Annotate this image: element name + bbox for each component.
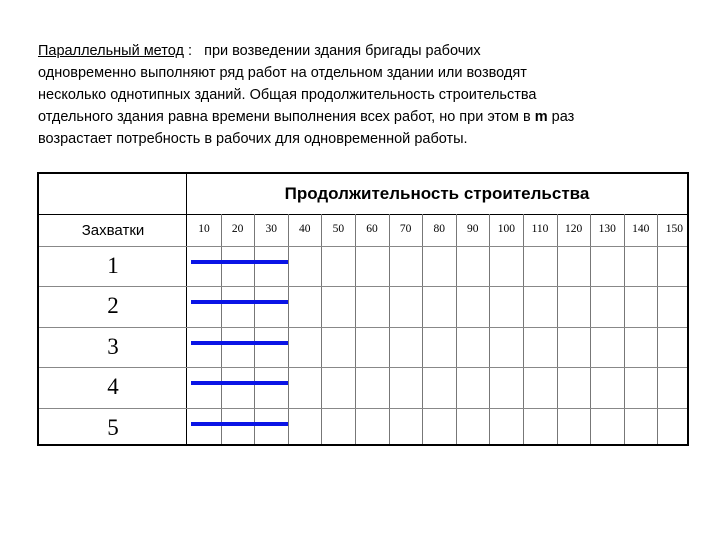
row-header-label: Захватки bbox=[81, 221, 145, 239]
intro-line-3: несколько однотипных зданий. Общая продолжительность строительства bbox=[38, 87, 537, 103]
schedule-bar bbox=[191, 381, 288, 385]
grid-column-line bbox=[288, 214, 289, 444]
intro-line-4-b: раз bbox=[547, 109, 575, 125]
heading-colon: : bbox=[183, 43, 192, 59]
grid-column-line bbox=[557, 214, 558, 444]
tick-label: 110 bbox=[531, 223, 549, 235]
tick-label: 50 bbox=[332, 223, 345, 235]
row-label: 2 bbox=[107, 293, 119, 319]
tick-label: 70 bbox=[399, 223, 412, 235]
tick-label: 20 bbox=[231, 223, 244, 235]
intro-line-2: одновременно выполняют ряд работ на отдельном здании или возводят bbox=[38, 65, 527, 81]
m-variable: m bbox=[534, 109, 548, 125]
row-label: 5 bbox=[107, 414, 119, 440]
intro-line-5: возрастает потребность в рабочих для одновременной работы. bbox=[38, 131, 468, 147]
row-label: 3 bbox=[107, 333, 119, 359]
tick-label: 80 bbox=[433, 223, 445, 235]
grid-column-line bbox=[321, 214, 322, 444]
grid-column-line bbox=[523, 214, 524, 444]
schedule-chart bbox=[37, 172, 689, 446]
grid-column-line bbox=[456, 214, 457, 444]
tick-label: 120 bbox=[564, 223, 583, 235]
grid-column-line bbox=[355, 214, 356, 444]
grid-column-line bbox=[221, 214, 222, 444]
grid-column-line bbox=[624, 214, 625, 444]
schedule-bar bbox=[191, 341, 288, 345]
schedule-bar bbox=[191, 422, 288, 426]
intro-line-1-rest: при возведении здания бригады рабочих bbox=[204, 43, 481, 59]
grid-column-line bbox=[657, 214, 658, 444]
grid-column-line bbox=[254, 214, 255, 444]
grid-column-line bbox=[489, 214, 490, 444]
tick-label: 150 bbox=[665, 223, 684, 235]
tick-label: 40 bbox=[299, 223, 311, 235]
intro-line-1 bbox=[38, 40, 698, 62]
intro-line-4-a: отдельного здания равна времени выполнения всех работ, но при этом в bbox=[38, 109, 535, 125]
tick-label: 100 bbox=[497, 223, 516, 235]
grid-column-line bbox=[422, 214, 423, 444]
schedule-bar bbox=[191, 260, 288, 264]
tick-label: 90 bbox=[467, 223, 479, 235]
row-label: 4 bbox=[107, 374, 119, 400]
tick-label: 10 bbox=[198, 223, 210, 235]
schedule-bar bbox=[191, 300, 288, 304]
intro-text bbox=[38, 40, 698, 150]
chart-title: Продолжительность строительства bbox=[284, 184, 590, 203]
grid-column-line bbox=[590, 214, 591, 444]
tick-label: 130 bbox=[598, 223, 616, 235]
tick-label: 140 bbox=[632, 223, 650, 235]
row-label: 1 bbox=[107, 253, 119, 278]
method-heading: Параллельный метод bbox=[38, 43, 184, 59]
tick-label: 60 bbox=[366, 223, 378, 235]
grid-column-line bbox=[389, 214, 390, 444]
intro-line-4 bbox=[38, 106, 698, 128]
tick-label: 30 bbox=[265, 223, 277, 235]
